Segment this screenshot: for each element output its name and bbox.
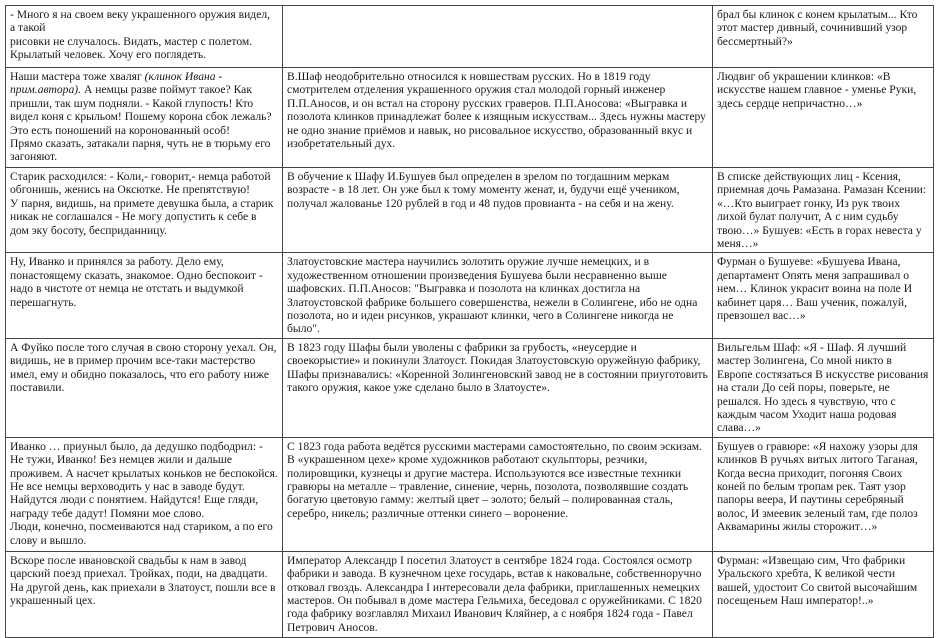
comparison-table [5,5,934,638]
cell-text: С 1823 года работа ведётся русскими мастерами самостоятельно, по своим эскизам. В «украшенном цехе» кроме художников работают скульпторы, резчики, полировщики, кузнецы и другие мастера. Используются все известные техники гравюры на металле – травление, синение, чернь, позолота, позволявшие создать богатую цветовую гамму: желтый цвет – золото; белый – полированная сталь, серебро, никель; различные оттенки синего – воронение. [287,439,703,520]
cell-text: Вильгельм Шаф: «Я - Шаф. Я лучший мастер Золингена, Со мной никто в Европе состязаться В искусстве рисования на стали До сей поры, поверьте, не решался. Но здесь я чувствую, что с каждым часом Уходит наша родовая слава…» [717,340,929,435]
quote-text-cell [713,168,934,253]
history-text-cell [283,68,713,168]
folk-text-cell [6,168,283,253]
cell-text: Людвиг об украшении клинков: «В искусстве нашем главное - уменье Руки, здесь сердце непричастно…» [717,70,917,110]
quote-text-cell [713,551,934,637]
cell-text: Иванко … приуныл было, да дедушко подбодрил: - Не тужи, Иванко! Без немцев жили и дальше проживем. А насчет крылатых коньков не беспокойся. Не все немцы верховодить у нас в заводе будут. Найдутся люди с понятием. Найдутся! Еще гляди, награду тебе дадут! Помяни мое слово. Люди, конечно, посмеиваются над стариком, а по его слову и вышло. [10,439,278,547]
history-text-cell [283,6,713,68]
cell-text: - Много я на своем веку украшенного оружия видел, а такой рисовки не случалось. Видать, мастер с полетом. Крылатый человек. Хочу его поглядеть. [10,8,271,62]
cell-text [10,70,278,164]
folk-text-cell [6,253,283,338]
cell-text: Старик расходился: - Коли,- говорит,- немца работой обгонишь, женись на Оксютке. Не препятствую! У парня, видишь, на примете девушка была, а старик никак не соглашался - Не могу допустить к себе в дом эку босоту, бесприданницу. [10,170,274,237]
cell-text: Вскоре после ивановской свадьбы к нам в завод царский поезд приехал. Тройках, поди, на двадцати. На другой день, как приехали в Златоуст, пошли все в украшенный цех. [10,553,276,607]
cell-text: Ну, Иванко и принялся за работу. Дело ему, понастоящему сказать, знакомое. Одно беспокоит - надо в чистоте от немца не отстать и выдумкой перешагнуть. [10,255,263,309]
cell-text: брал бы клинок с конем крылатым... Кто этот мастер дивный, сочинивший узор бессмертный?» [717,8,918,48]
table-row [6,253,934,338]
folk-text-cell [6,338,283,437]
history-text-cell [283,338,713,437]
folk-text-cell [6,6,283,68]
cell-text-part: А немцы разве поймут такое? Как пришли, так шум подняли. - Какой глупость! Кто видел коня с крыльом! Пошему корона сбок лежаль? Это есть поношений на коронованный особ! Прямо сказать, затакали парня, чуть не в тюрьму его загоняют. [10,83,272,164]
table-row [6,551,934,637]
folk-text-cell [6,68,283,168]
cell-text-part: Наши мастера тоже хваляг [10,70,145,83]
cell-text: В 1823 году Шафы были уволены с фабрики за грубость, «неусердие и своекорыстие» и покинули Златоуст. Покидая Златоустовскую оружейную фабрику, Шафы признавались: «Коренной Золингеновский завод не в состоянии приуготовить такого оружия, какое уже сделано было в Златоусте». [287,340,708,395]
cell-text: Фурман о Бушуеве: «Бушуева Ивана, департамент Опять меня запрашивал о нем… Клинок украсит воина на поле И кабинет царя… Ваш ученик, пожалуй, превзошел вас…» [717,255,913,323]
cell-text: Златоустовские мастера научились золотить оружие лучше немецких, и в художественном отношении произведения Бушуева были несравненно выше шафовских. П.П.Аносов: "Выгравка и позолота на клинках достигла на Златоустовской фабрике большего совершенства, нежели в Солингене, ибо не одна позолота, но и идеи рисунков, украшают клинки, чего в Солингене никогда не было". [287,255,698,336]
folk-text-cell [6,437,283,551]
cell-text: А Фуйко после того случая в свою сторону уехал. Он, видишь, не в пример прочим все-таки мастерство имел, ему и обидно показалось, что его работу ниже поставили. [10,340,277,395]
author-note: (клинок Ивана - прим.автора). [10,70,223,97]
cell-text: В списке действующих лиц - Ксения, приемная дочь Рамазана. Рамазан Ксении: «…Кто выиграет гонку, Из рук твоих лихой булат получит, А с ним судьбу твою…» Бушуев: «Есть в горах невеста у меня…» [717,170,927,251]
cell-text: Бушуев о гравюре: «Я нахожу узоры для клинков В ручьях витых литого Таганая, Когда весна приходит, погоняя Своих коней по белым тропам рек. Таят узор папоры веера, И паутины серебряный волос, И змеевик зеленый там, где полоз Аквамарины жилы сторожит…» [717,439,918,534]
cell-text: Император Александр I посетил Златоуст в сентябре 1824 года. Состоялся осмотр фабрики и завода. В кузнечном цехе государь, встав к наковальне, собственноручно отковал гвоздь. Александра I интересовали дела фабрики, приглашенных немецких мастеров. Он побывал в доме мастера Гельмиха, беседовал с оружейниками. С 1820 года фабрику возглавлял Михаил Иванович Кляйнер, а с ноября 1824 года - Павел Петрович Аносов. [287,553,702,634]
table-row [6,168,934,253]
quote-text-cell [713,68,934,168]
folk-text-cell [6,551,283,637]
quote-text-cell [713,253,934,338]
cell-text: Фурман: «Извещаю сим, Что фабрики Уральского хребта, К великой чести вашей, удостоит Со свитой высочайшим посещеньем Наш император!..» [717,553,918,607]
table-row [6,437,934,551]
history-text-cell [283,551,713,637]
table-row [6,6,934,68]
history-text-cell [283,437,713,551]
quote-text-cell [713,338,934,437]
cell-text: В обучение к Шафу И.Бушуев был определен в зрелом по тогдашним меркам возрасте - в 18 лет. Он уже был к тому моменту женат, и, будучи ещё учеником, получал жалованье 120 рублей в год и 48 пудов провианта - на себя и на жену. [287,170,680,210]
cell-text: В.Шаф неодобрительно относился к новшествам русских. Но в 1819 году смотрителем отделения украшенного оружия стал молодой горный инженер П.П.Аносов, и он встал на сторону русских граверов. П.П.Аносова: «Выгравка и позолота клинков принадлежат более к изящным искусствам... Здесь нужны мастеру не одно знание приёмов и навык, но рисовальное искусство, образованный вкус и изобретательный дух. [287,70,706,151]
table-row [6,338,934,437]
history-text-cell [283,253,713,338]
table-row [6,68,934,168]
history-text-cell [283,168,713,253]
quote-text-cell [713,6,934,68]
quote-text-cell [713,437,934,551]
